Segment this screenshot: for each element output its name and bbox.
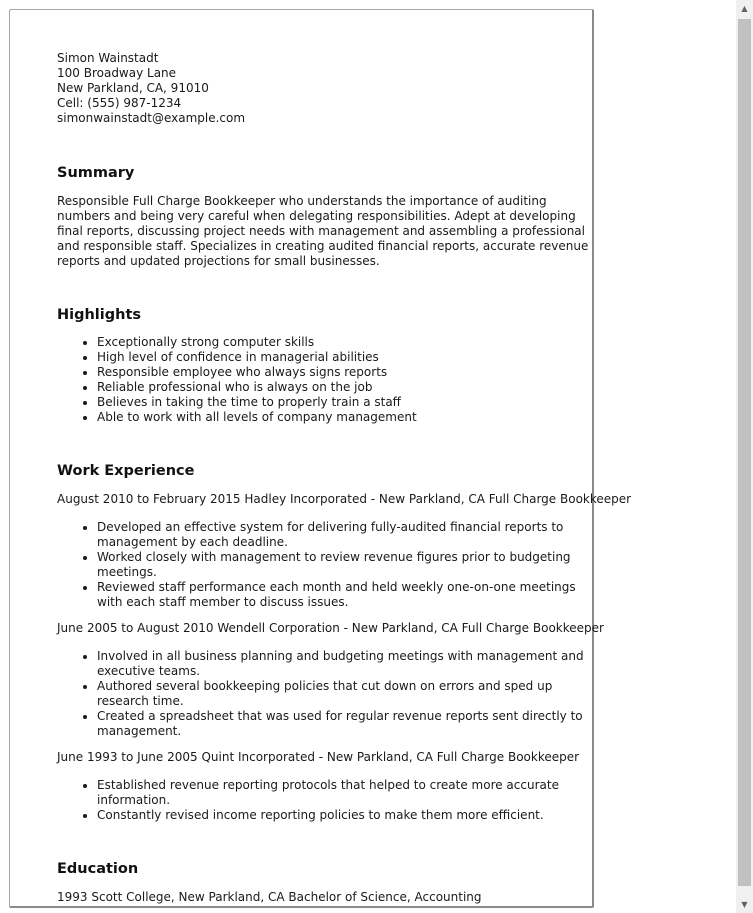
education-heading: Education [57,861,139,877]
highlight-item: • High level of confidence in managerial abilities [97,350,592,365]
job-duties-list [57,778,592,823]
education-line: 1993 Scott College, New Parkland, CA Bachelor of Science, Accounting [57,890,482,904]
contact-street: 100 Broadway Lane [57,66,177,80]
highlight-item: • Responsible employee who always signs reports [97,365,592,380]
resume-page [9,9,632,908]
job-duties-list [57,649,592,739]
contact-phone: Cell: (555) 987-1234 [57,96,182,110]
summary-text: Responsible Full Charge Bookkeeper who understands the importance of auditing numbers and being very careful when delegating responsibilities. Adept at developing final reports, discussing project needs with management and assembling a professional and responsible staff. Specializes in creating audited financial reports, accurate revenue reports and updated projections for small businesses. [57,194,589,268]
highlight-item: • Exceptionally strong computer skills [97,335,592,350]
contact-block [57,51,592,126]
highlight-item: • Reliable professional who is always on the job [97,380,592,395]
job-duty-item: • Constantly revised income reporting policies to make them more efficient. [97,808,592,823]
resume-content [57,51,632,905]
job-duty-item: • Worked closely with management to review revenue figures prior to budgeting meetings. [97,550,592,580]
scrollbar-thumb[interactable] [738,19,751,886]
summary-heading: Summary [57,165,135,181]
triangle-down-icon[interactable]: ▼ [741,900,748,909]
highlight-item: • Believes in taking the time to properly train a staff [97,395,592,410]
triangle-up-icon[interactable]: ▲ [741,4,748,13]
highlights-heading: Highlights [57,307,142,323]
work-experience-heading: Work Experience [57,463,195,479]
job-duty-item: • Reviewed staff performance each month and held weekly one-on-one meetings with each staff member to discuss issues. [97,580,592,610]
job-title-line: June 1993 to June 2005 Quint Incorporated - New Parkland, CA Full Charge Bookkeeper [57,750,580,764]
job-title-line: June 2005 to August 2010 Wendell Corporation - New Parkland, CA Full Charge Bookkeeper [57,621,604,635]
job-duty-item: • Involved in all business planning and budgeting meetings with management and executive teams. [97,649,592,679]
job-duty-item: • Created a spreadsheet that was used for regular revenue reports sent directly to management. [97,709,592,739]
job-title-line: August 2010 to February 2015 Hadley Incorporated - New Parkland, CA Full Charge Bookkeeper [57,492,632,506]
job-duty-item: • Developed an effective system for delivering fully-audited financial reports to management by each deadline. [97,520,592,550]
contact-email: simonwainstadt@example.com [57,111,246,125]
job-duty-item: • Established revenue reporting protocols that helped to create more accurate information. [97,778,592,808]
contact-name: Simon Wainstadt [57,51,159,65]
job-duties-list [57,520,592,610]
vertical-scrollbar[interactable] [736,0,753,913]
highlights-list [57,335,592,425]
highlight-item: • Able to work with all levels of company management [97,410,592,425]
contact-city: New Parkland, CA, 91010 [57,81,209,95]
job-duty-item: • Authored several bookkeeping policies that cut down on errors and sped up research time. [97,679,592,709]
